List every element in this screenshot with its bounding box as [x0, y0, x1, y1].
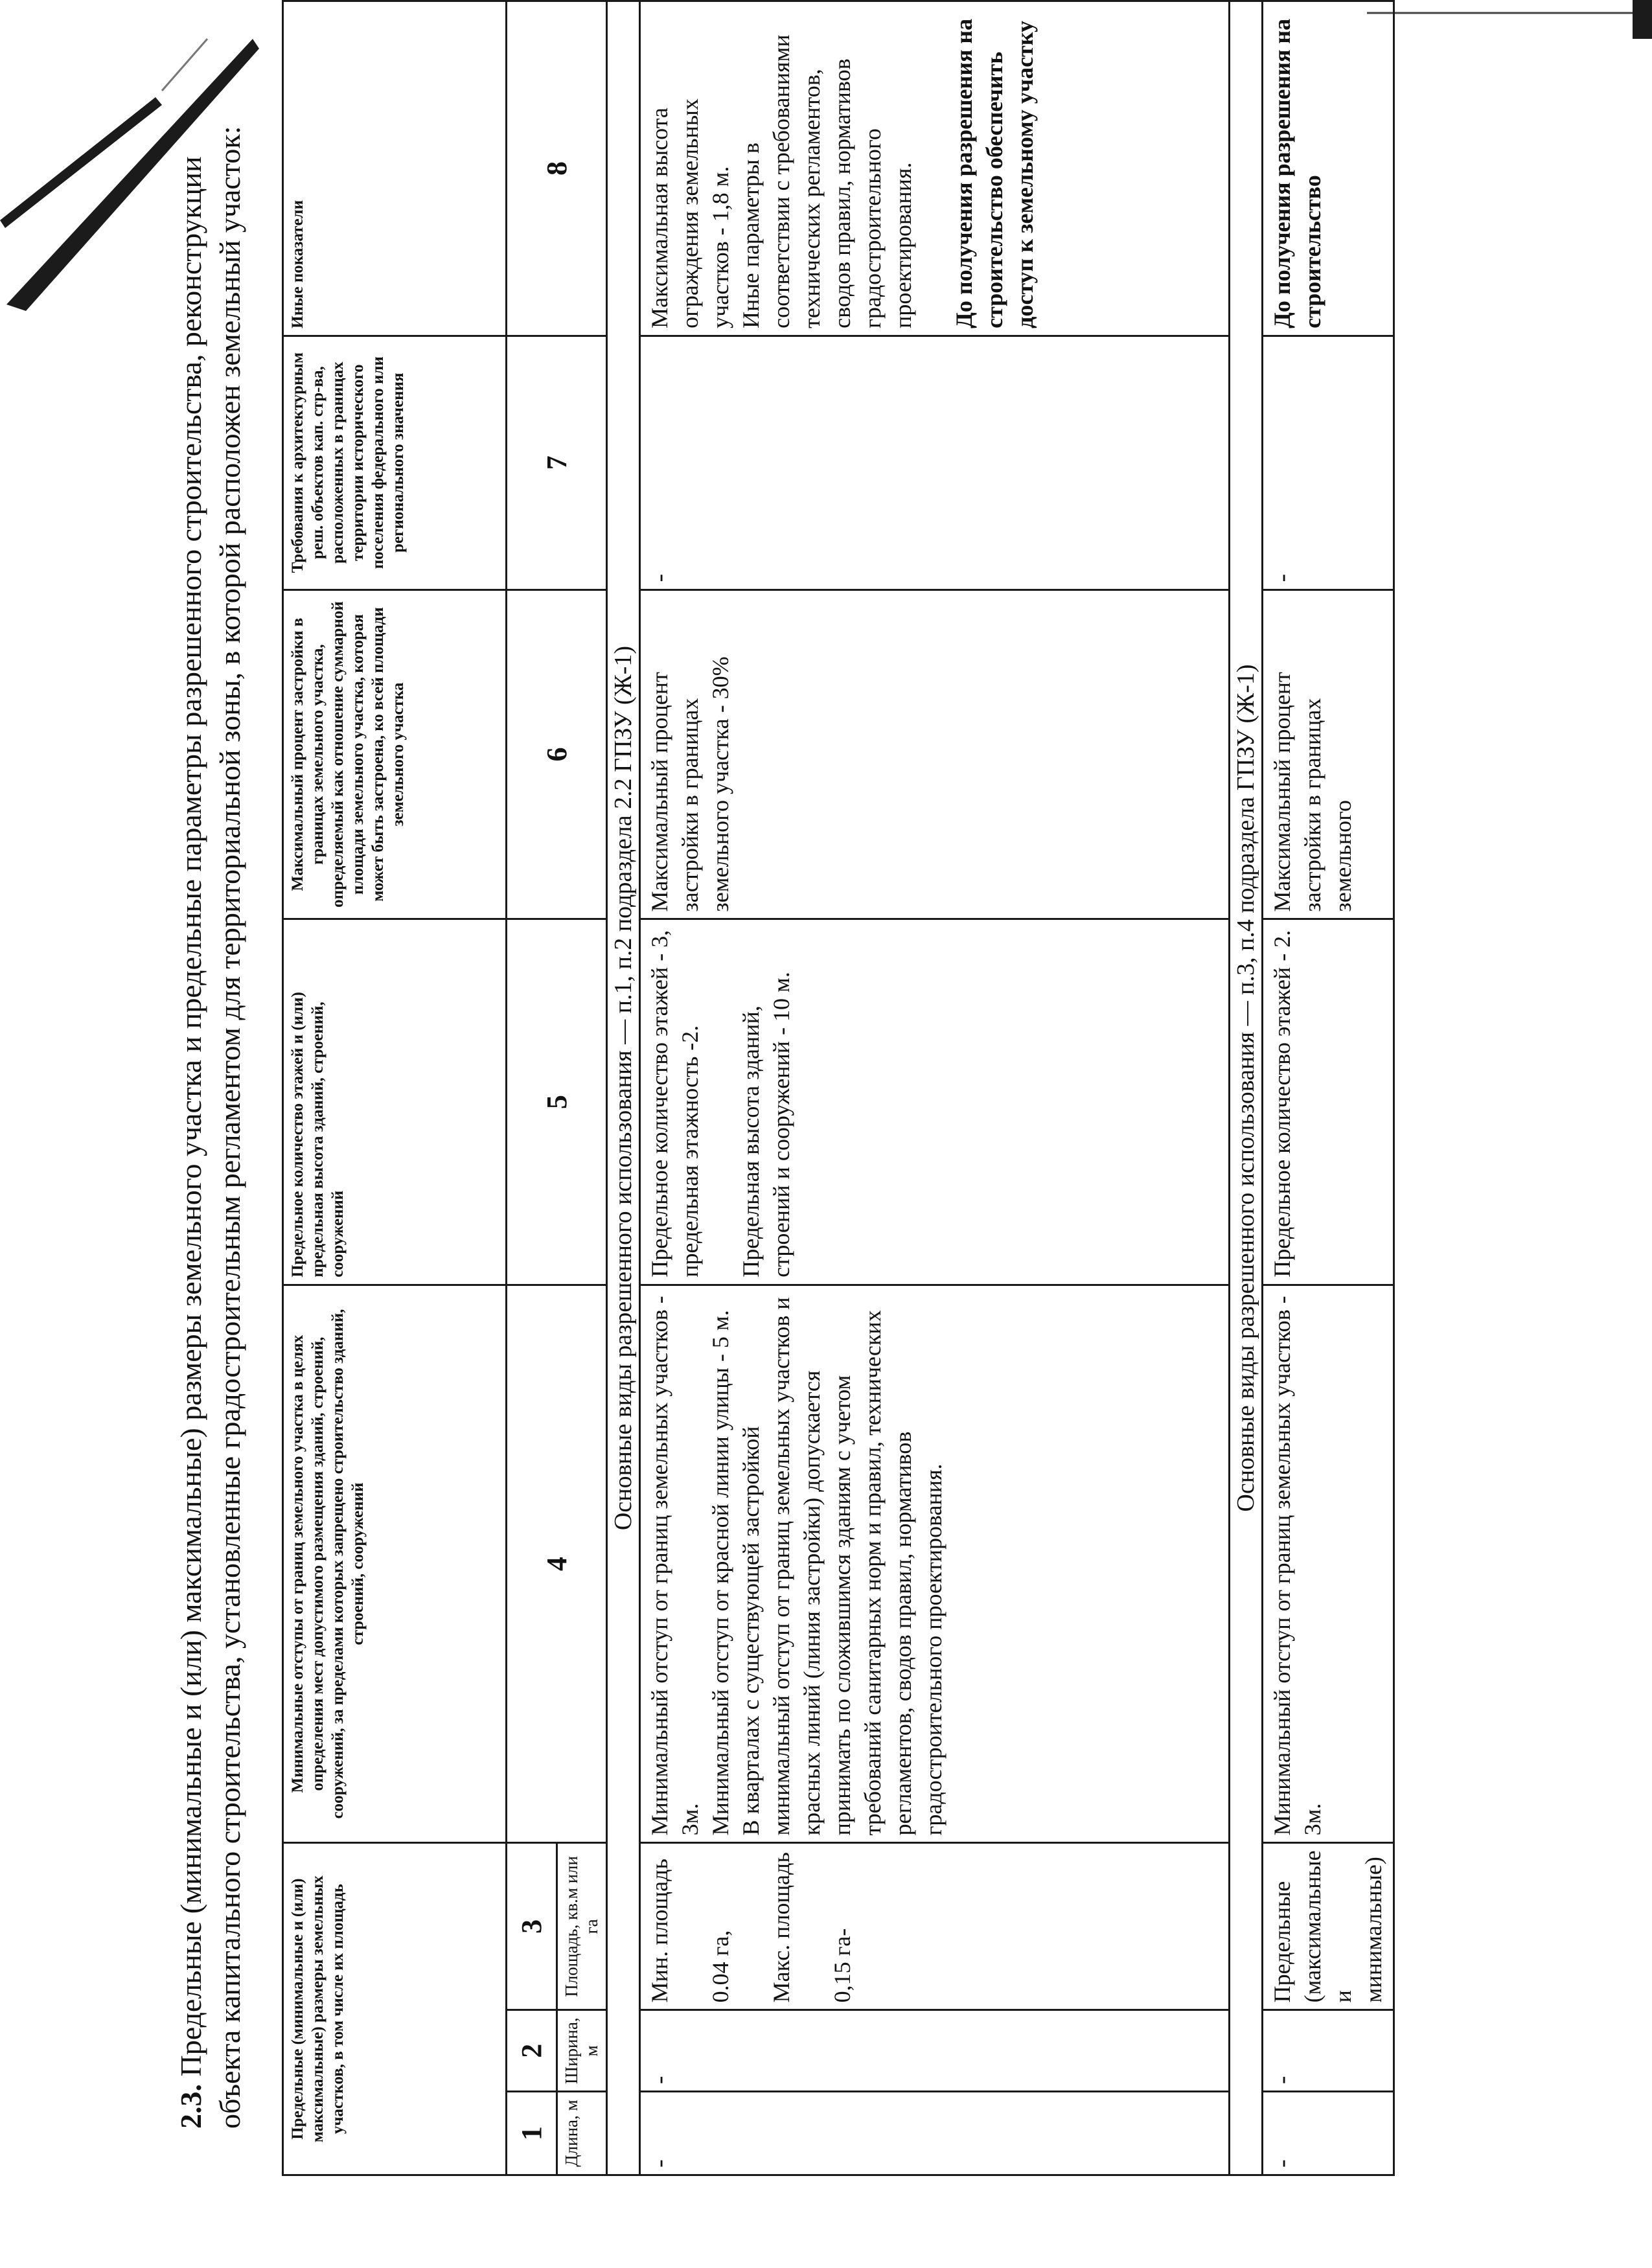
cell-width: -: [1263, 2010, 1394, 2092]
cell-other: [640, 1, 1230, 336]
area-max-value: 0,15 га-: [829, 1928, 855, 2003]
cell-length: -: [640, 2092, 1230, 2175]
area-min-label: Мин. площадь: [647, 1859, 672, 2003]
header-size-group: Предельные (минимальные и (или) максимальные) размеры земельных участков, в том числе их площадь: [283, 1843, 507, 2175]
cell-width: -: [640, 2010, 1230, 2092]
floors-height: Предельная высота зданий, строений и сооружений - 10 м.: [738, 972, 794, 1277]
col-number-5: 5: [507, 919, 607, 1285]
subheader-length: Длина, м: [557, 2092, 607, 2175]
section-title-row: [1230, 1, 1263, 2175]
cell-setbacks: Минимальный отступ от границ земельных участков - 3м.: [1263, 1285, 1394, 1843]
table-row: [1263, 1, 1394, 2175]
col-number-6: 6: [507, 590, 607, 919]
header-coverage: Максимальный процент застройки в границах земельного участка, определяемый как отношение суммарной площади земельного участка, которая может быть застроена, ко всей площади земельного участка: [283, 590, 507, 919]
section-heading: [172, 69, 249, 2129]
area-max-label: Макс. площадь: [768, 1852, 794, 2003]
cell-setbacks: [640, 1285, 1230, 1843]
cell-area: Предельные (максимальные и минимальные): [1263, 1843, 1394, 2010]
cell-area: [640, 1843, 1230, 2010]
column-number-row: [507, 1, 557, 2175]
header-row: [283, 1, 507, 2175]
cell-floors: Предельное количество этажей - 2.: [1263, 919, 1394, 1285]
setback-boundaries: Минимальный отступ от границ земельных участков - 3м.: [647, 1296, 703, 1836]
header-other: Иные показатели: [283, 1, 507, 336]
cell-requirements: -: [1263, 336, 1394, 590]
other-fence-height: Максимальная высота ограждения земельных участков - 1,8 м.: [647, 98, 733, 328]
cell-length: -: [1263, 2092, 1394, 2175]
area-min-value: 0.04 га,: [707, 1930, 733, 2003]
cell-coverage: Максимальный процент застройки в границах земельного участка - 30%: [640, 590, 1230, 919]
setback-existing: В кварталах с существующей застройкой минимальный отступ от границ земельных участков и красных линий (линия застройки) допускается принимать по сложившимся зданиям с учетом требований санитарных норм и правил, технических регламентов, сводов правил, нормативов градостроительного проектирования.: [738, 1297, 946, 1836]
header-floors: Предельное количество этажей и (или) предельная высота зданий, строений, сооружений: [283, 919, 507, 1285]
col-number-8: 8: [507, 1, 607, 336]
floors-count: Предельное количество этажей - 3, предельная этажность -2.: [647, 930, 703, 1277]
section-title-2: Основные виды разрешенного использования — п.3, п.4 подраздела ГПЗУ (Ж-1): [1230, 1, 1263, 2175]
header-requirements: Требования к архитектурным реш. объектов кап. стр-ва, расположенных в границах территории исторического поселения федерального или регионального значения: [283, 336, 507, 590]
other-parameters: Иные параметры в соответствии с требованиями технических регламентов, сводов правил, нормативов градостроительного проектирования.: [738, 34, 916, 328]
cell-other: До получения разрешения на строительство: [1263, 1, 1394, 336]
table-row: [640, 1, 1230, 2175]
col-number-7: 7: [507, 336, 607, 590]
subheader-area: Площадь, кв.м или га: [557, 1843, 607, 2010]
subheader-width: Ширина, м: [557, 2010, 607, 2092]
section-title-1: Основные виды разрешенного использования — п.1, п.2 подраздела 2.2 ГПЗУ (Ж-1): [607, 1, 640, 2175]
col-number-2: 2: [507, 2010, 557, 2092]
other-access-note: До получения разрешения на строительство обеспечить доступ к земельному участку: [951, 18, 1038, 328]
header-setbacks: Минимальные отступы от границ земельного участка в целях определения мест допустимого размещения зданий, строений, сооружений, за пределами которых запрещено строительство зданий, строений, сооружений: [283, 1285, 507, 1843]
col-number-1: 1: [507, 2092, 557, 2175]
heading-number: 2.3.: [174, 2084, 207, 2129]
col-number-3: 3: [507, 1843, 557, 2010]
heading-text: Предельные (минимальные и (или) максимальные) размеры земельного участка и предельные параметры разрешенного строительства, реконструкции объекта капитального строительства, установленные градостроительным регламентом для территориальной зоны, в которой расположен земельный участок:: [174, 126, 246, 2129]
cell-coverage: Максимальный процент застройки в границах земельного: [1263, 590, 1394, 919]
setback-red-line: Минимальный отступ от красной линии улицы - 5 м.: [707, 1310, 733, 1836]
cell-requirements: -: [640, 336, 1230, 590]
parameters-table: [282, 0, 1395, 2176]
col-number-4: 4: [507, 1285, 607, 1843]
cell-floors: [640, 919, 1230, 1285]
section-title-row: [607, 1, 640, 2175]
